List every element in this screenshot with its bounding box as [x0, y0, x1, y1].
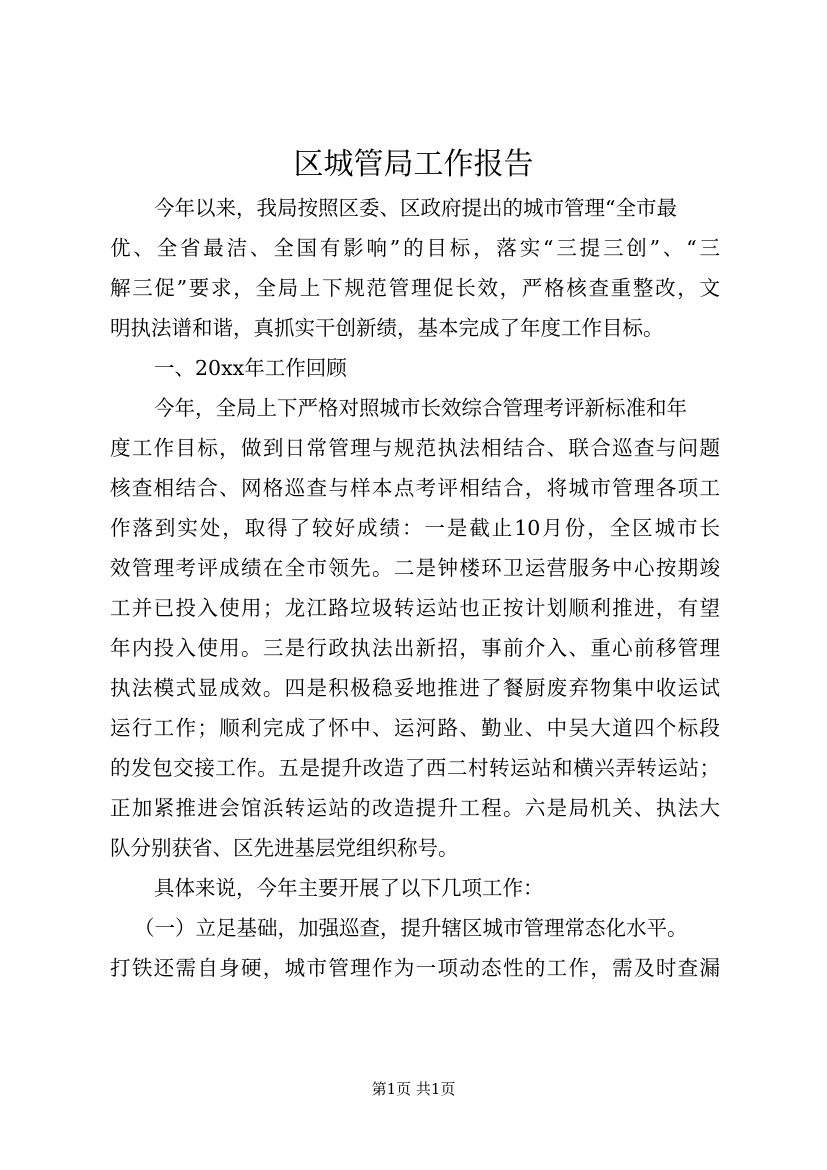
- paragraph-line: 队分别获省、区先进基层党组织称号。: [110, 836, 459, 860]
- paragraph-line: 打铁还需自身硬，城市管理作为一项动态性的工作，需及时查漏: [110, 956, 720, 980]
- paragraph-line: 的发包交接工作。五是提升改造了西二村转运站和横兴弄转运站；: [110, 756, 720, 780]
- paragraph-line: 今年，全局上下严格对照城市长效综合管理考评新标准和年: [154, 396, 687, 420]
- page-number: 第1页 共1页: [371, 1080, 456, 1098]
- paragraph-line: 具体来说，今年主要开展了以下几项工作：: [154, 876, 544, 900]
- paragraph-line: 效管理考评成绩在全市领先。二是钟楼环卫运营服务中心按期竣: [110, 556, 720, 580]
- paragraph-line: 年内投入使用。三是行政执法出新招，事前介入、重心前移管理: [110, 636, 720, 660]
- paragraph-line: 运行工作；顺利完成了怀中、运河路、勤业、中吴大道四个标段: [110, 716, 720, 740]
- subsection-heading: （一）立足基础，加强巡查，提升辖区城市管理常态化水平。: [134, 916, 688, 940]
- paragraph-line: 核查相结合、网格巡查与样本点考评相结合，将城市管理各项工: [110, 476, 720, 500]
- section-heading: 一、20xx年工作回顾: [154, 356, 347, 380]
- paragraph-line: 度工作目标，做到日常管理与规范执法相结合、联合巡查与问题: [110, 436, 720, 460]
- document-title: 区城管局工作报告: [293, 147, 534, 182]
- paragraph-line: 工并已投入使用；龙江路垃圾转运站也正按计划顺利推进，有望: [110, 596, 720, 620]
- paragraph-line: 作落到实处，取得了较好成绩：一是截止10月份，全区城市长: [110, 516, 720, 540]
- document-body: [110, 188, 720, 988]
- paragraph-line: 明执法谱和谐，真抓实干创新绩，基本完成了年度工作目标。: [110, 316, 664, 340]
- paragraph-line: 优、全省最洁、全国有影响”的目标，落实“三提三创”、“三: [110, 236, 720, 260]
- paragraph-line: 今年以来，我局按照区委、区政府提出的城市管理“全市最: [154, 196, 677, 220]
- paragraph-line: 执法模式显成效。四是积极稳妥地推进了餐厨废弃物集中收运试: [110, 676, 720, 700]
- paragraph-line: 正加紧推进会馆浜转运站的改造提升工程。六是局机关、执法大: [110, 796, 720, 820]
- paragraph-line: 解三促”要求，全局上下规范管理促长效，严格核查重整改，文: [110, 276, 720, 300]
